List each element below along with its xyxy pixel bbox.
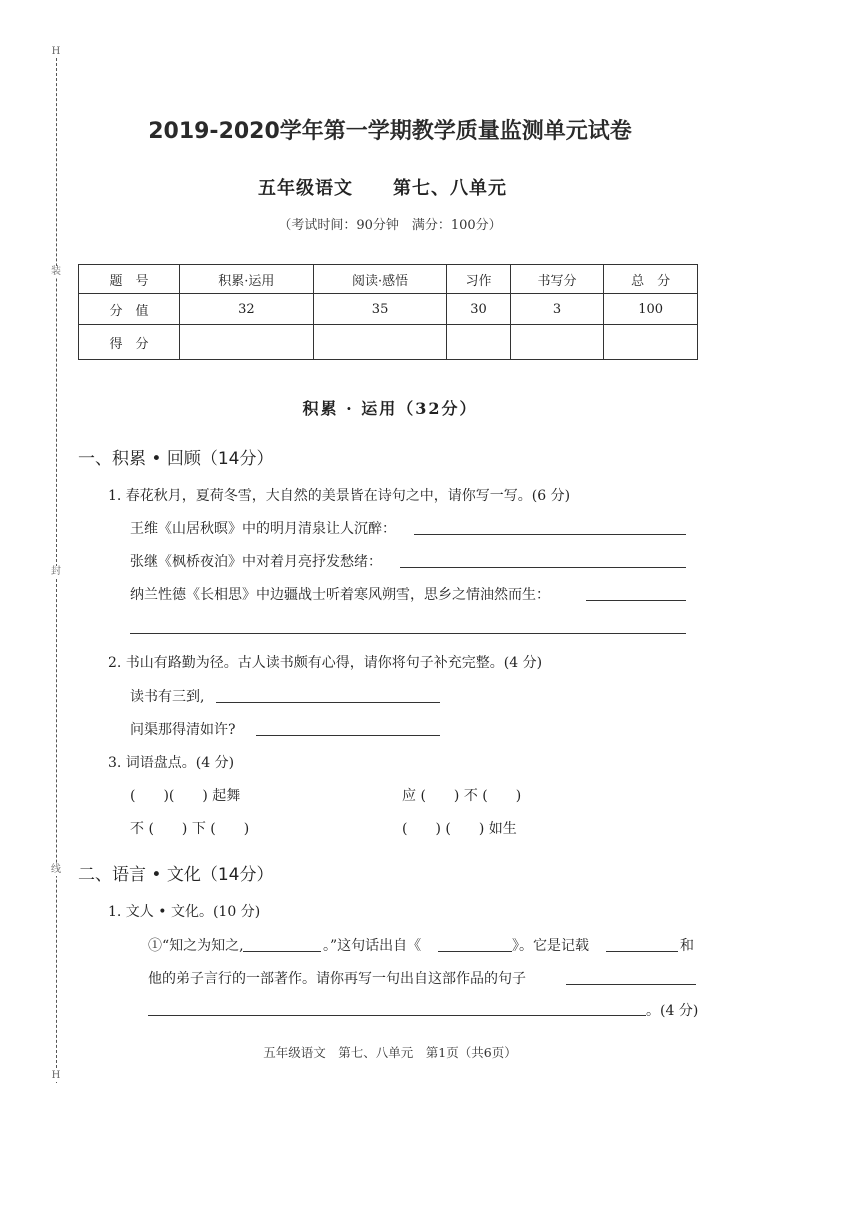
q1-line3-label: 纳兰性德《长相思》中边疆战士听着寒风朔雪，思乡之情油然而生： [130, 587, 550, 603]
table-cell: 35 [313, 294, 447, 325]
part2-q1-line1-b: 。”这句话出自《 [323, 938, 422, 954]
binding-mark-bottom: H [49, 1070, 63, 1082]
table-cell: 阅读·感悟 [313, 265, 447, 294]
unit-label: 第七、八单元 [393, 178, 507, 199]
q1-prompt: 1. 春花秋月，夏荷冬雪，大自然的美景皆在诗句之中，请你写一写。(6 分) [108, 488, 571, 504]
exam-info: （考试时间：90分钟 满分：100分） [278, 218, 502, 233]
score-entry-cell[interactable] [604, 325, 698, 360]
part2-q1-line1-c: 》。它是记载 [512, 938, 589, 954]
binding-mark-xian: 线 [51, 864, 61, 875]
score-table-score-row [79, 325, 698, 360]
q3-prompt: 3. 词语盘点。(4 分) [108, 755, 235, 771]
page-footer: 五年级语文 第七、八单元 第1页（共6页） [263, 1045, 517, 1060]
subject-label: 五年级语文 [258, 178, 353, 199]
q2-prompt: 2. 书山有路勤为径。古人读书颇有心得，请你将句子补充完整。(4 分) [108, 655, 543, 671]
table-cell: 100 [604, 294, 698, 325]
answer-line[interactable] [606, 951, 678, 952]
table-cell: 得 分 [79, 325, 180, 360]
part1-title: 一、积累 • 回顾（14分） [78, 449, 274, 469]
q3-item: ( )( ) 起舞 [130, 788, 241, 804]
answer-line[interactable] [243, 951, 321, 952]
answer-line[interactable] [438, 951, 512, 952]
score-entry-cell[interactable] [510, 325, 604, 360]
binding-mark-feng: 封 [51, 566, 61, 577]
part2-q1-line1-d: 和 [680, 938, 694, 954]
score-table [78, 264, 698, 360]
q1-line2-label: 张继《枫桥夜泊》中对着月亮抒发愁绪： [130, 554, 382, 570]
table-cell: 30 [447, 294, 510, 325]
score-table-header-row [79, 265, 698, 294]
table-cell: 题 号 [79, 265, 180, 294]
q3-item: 应 ( ) 不 ( ) [402, 788, 522, 804]
q2-line2-label: 问渠那得清如许? [130, 722, 236, 738]
exam-subtitle [258, 174, 507, 200]
section-heading: 积累 · 运用（32分） [302, 399, 478, 418]
binding-mark-top: H [49, 46, 63, 58]
exam-title: 2019-2020学年第一学期教学质量监测单元试卷 [148, 119, 632, 144]
binding-mark-zhuang: 装 [51, 266, 61, 277]
score-entry-cell[interactable] [180, 325, 314, 360]
part2-q1-line1-a: ①“知之为知之, [148, 938, 244, 954]
part2-q1-line2: 他的弟子言行的一部著作。请你再写一句出自这部作品的句子 [148, 971, 526, 987]
q3-item: 不 ( ) 下 ( ) [130, 821, 250, 837]
answer-line[interactable] [586, 600, 686, 601]
answer-line[interactable] [400, 567, 686, 568]
part2-q1-prompt: 1. 文人 • 文化。(10 分) [108, 904, 261, 920]
answer-line[interactable] [216, 702, 440, 703]
answer-line[interactable] [130, 633, 686, 634]
part2-title: 二、语言 • 文化（14分） [78, 865, 274, 885]
table-cell: 总 分 [604, 265, 698, 294]
answer-line[interactable] [256, 735, 440, 736]
score-entry-cell[interactable] [447, 325, 510, 360]
table-cell: 习作 [447, 265, 510, 294]
table-cell: 3 [510, 294, 604, 325]
q2-line1-label: 读书有三到, [130, 689, 205, 705]
score-entry-cell[interactable] [313, 325, 447, 360]
q1-line1-label: 王维《山居秋暝》中的明月清泉让人沉醉： [130, 521, 396, 537]
part2-q1-line3-end: 。(4 分) [646, 1003, 699, 1019]
table-cell: 书写分 [510, 265, 604, 294]
q3-item: ( ) ( ) 如生 [402, 821, 517, 837]
answer-line[interactable] [148, 1015, 646, 1016]
table-cell: 分 值 [79, 294, 180, 325]
table-cell: 32 [180, 294, 314, 325]
table-cell: 积累·运用 [180, 265, 314, 294]
answer-line[interactable] [414, 534, 686, 535]
answer-line[interactable] [566, 984, 696, 985]
score-table-value-row [79, 294, 698, 325]
